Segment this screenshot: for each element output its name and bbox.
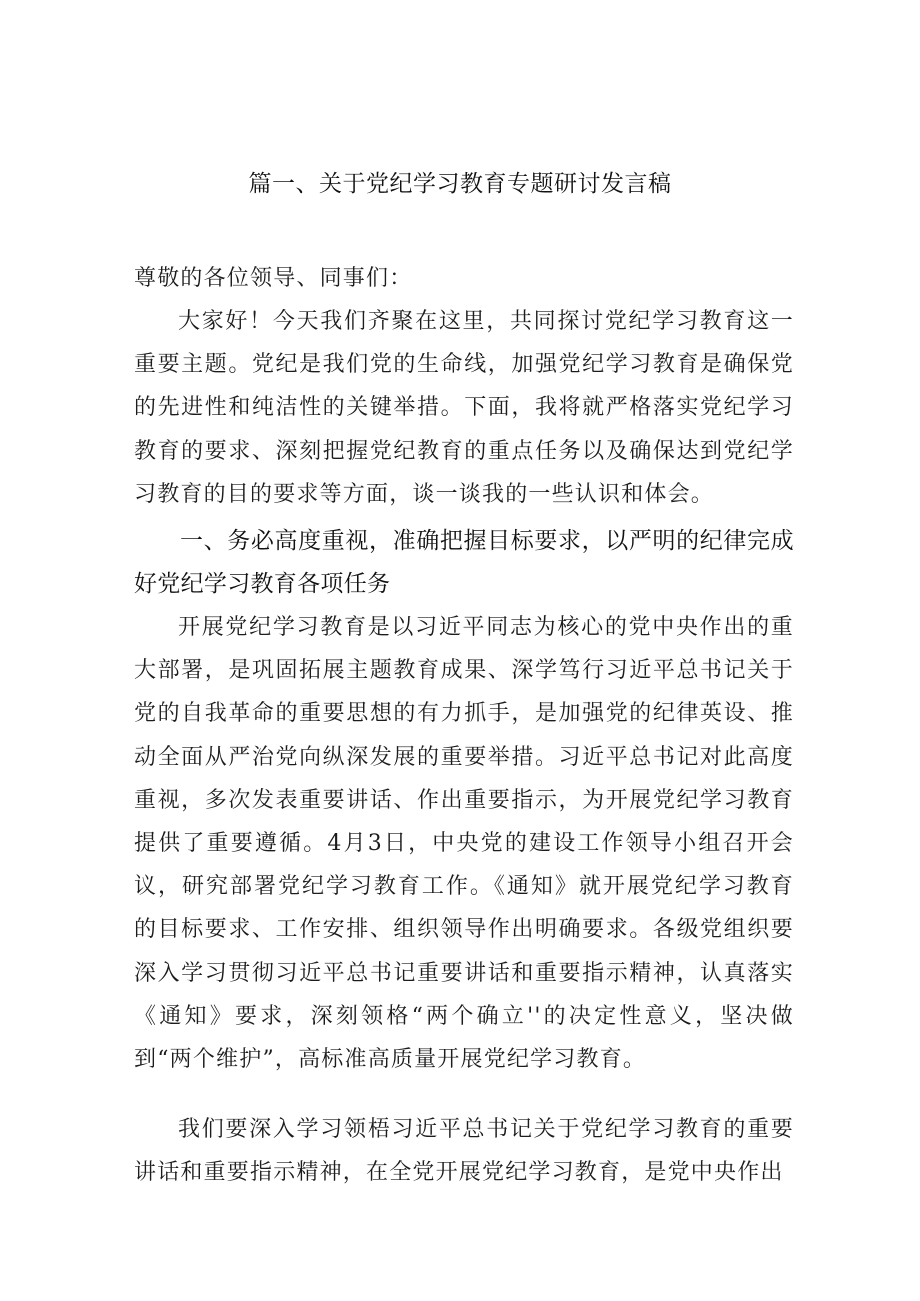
section-heading-1: 一、务必高度重视，准确把握目标要求，以严明的纪律完成好党纪学习教育各项任务 [134,528,794,597]
salutation: 尊敬的各位领导、同事们： [134,266,413,291]
paragraph-section-1: 开展党纪学习教育是以习近平同志为核心的党中央作出的重大部署，是巩固拓展主题教育成果、深学笃行习近平总书记关于党的自我革命的重要思想的有力抓手，是加强党的纪律英设、推动全面从严治党向纵深发展的重要举措。习近平总书记对此高度重视，多次发表重要讲话、作出重要指示，为开展党纪学习教育提供了重要遵循。4月3日，中央党的建设工作领导小组召开会议，研究部署党纪学习教育工作。《通知》就开展党纪学习教育的目标要求、工作安排、组织领导作出明确要求。各级党组织要深入学习贯彻习近平总书记重要讲话和重要指示精神，认真落实《通知》要求，深刻领格“两个确立''的决定性意义，坚决做到“两个维护”，高标准高质量开展党纪学习教育。 [134,615,794,1073]
paragraph-continued: 我们要深入学习领梧习近平总书记关于党纪学习教育的重要讲话和重要指示精神，在全党开展党纪学习教育，是党中央作出 [134,1117,794,1186]
document-title: 篇一、关于党纪学习教育专题研讨发言稿 [248,171,672,197]
paragraph-intro: 大家好！今天我们齐聚在这里，共同探讨党纪学习教育这一重要主题。党纪是我们党的生命线，加强党纪学习教育是确保党的先进性和纯洁性的关键举措。下面，我将就严格落实党纪学习教育的要求、深刻把握党纪教育的重点任务以及确保达到党纪学习教育的目的要求等方面，谈一谈我的一些认识和体会。 [134,309,794,507]
